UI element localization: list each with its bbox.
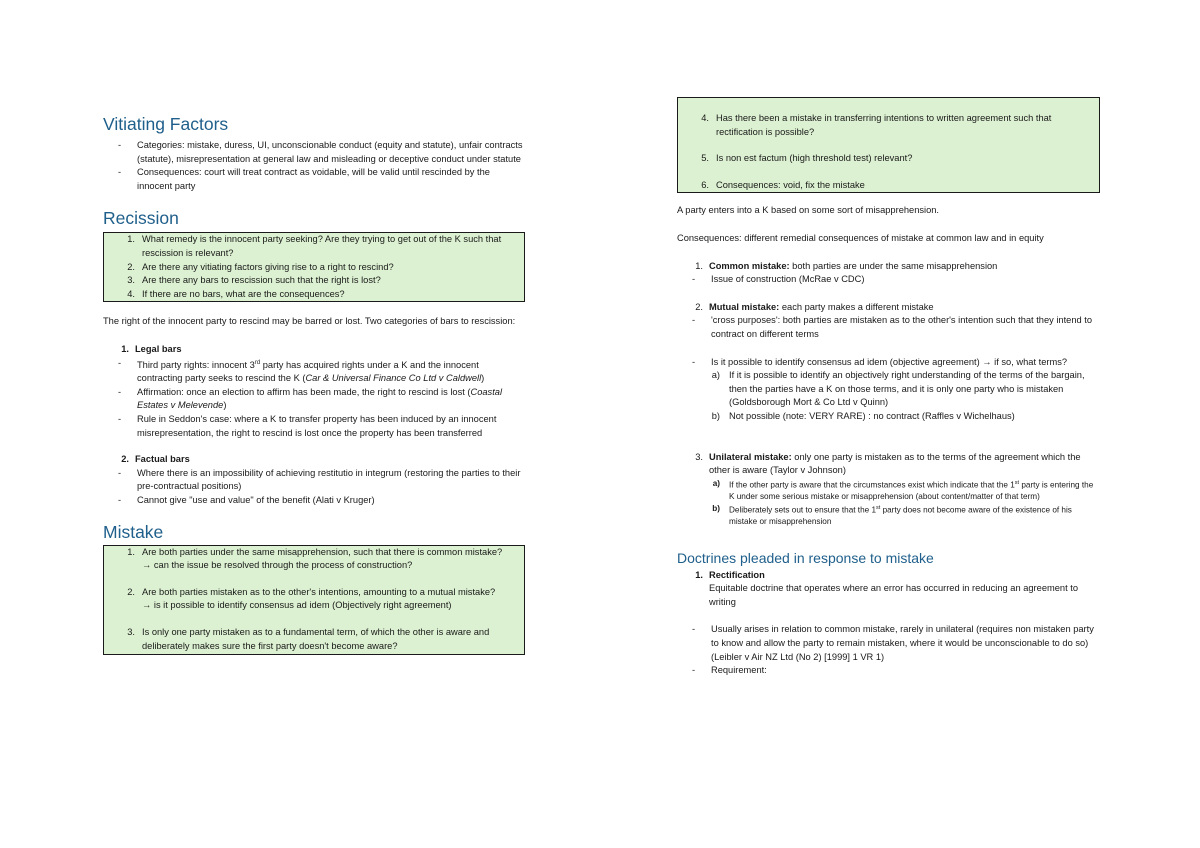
checklist-item: 1. What remedy is the innocent party seeking? Are they trying to get out of the K such that rescission is relevant? xyxy=(127,234,502,258)
list-item: - Cannot give "use and value" of the benefit (Alati v Kruger) xyxy=(118,494,375,505)
checklist-item: 2. Are there any vitiating factors giving rise to a right to rescind? xyxy=(127,261,394,272)
rectification-heading: 1. Rectification xyxy=(695,569,765,580)
list-item: - Usually arises in relation to common mistake, rarely in unilateral (requires non mistaken party to know and allow the party to remain mistaken, where it would be unconscionable to do so) (Leibler v Air NZ Ltd (No 2) [1999] 1 VR 1) xyxy=(692,624,1094,662)
list-item: - Requirement: xyxy=(692,665,767,676)
list-item: - Rule in Seddon's case: where a K to transfer property has been induced by an innocent misrepresentation, the right to rescind is lost once the property has been transferred xyxy=(118,414,497,438)
list-item: - Consequences: court will treat contract as voidable, will be valid until rescinded by the innocent party xyxy=(118,167,490,191)
factual-bars-heading: 2. Factual bars xyxy=(121,454,190,465)
left-column xyxy=(103,113,525,655)
checklist-item: 2. Are both parties mistaken as to the other's intentions, amounting to a mutual mistake? → is it possible to identify consensus ad idem (Objectively right agreement) xyxy=(127,586,496,611)
misapprehension-paragraph: A party enters into a K based on some sort of misapprehension. xyxy=(677,205,940,216)
checklist-item: 5. Is non est factum (high threshold test) relevant? xyxy=(701,153,913,164)
checklist-item: 3. Is only one party mistaken as to a fundamental term, of which the other is aware and deliberately makes sure the first party doesn't become aware? xyxy=(127,626,490,651)
recission-intro: The right of the innocent party to rescind may be barred or lost. Two categories of bars to rescission: xyxy=(103,316,516,327)
recission-checklist-box xyxy=(103,232,525,302)
recission-heading: Recission xyxy=(103,208,179,229)
unilateral-subpoint-b: b) Deliberately sets out to ensure that the 1st party does not become aware of the existence of his mistake or misapprehension xyxy=(712,503,1072,526)
right-column xyxy=(677,97,1100,678)
list-item: - Where there is an impossibility of achieving restitutio in integrum (restoring the parties to their pre-contractual positions) xyxy=(118,467,521,492)
checklist-item: 1. Are both parties under the same misapprehension, such that there is common mistake? → can the issue be resolved through the process of construction? xyxy=(127,546,503,571)
doctrines-heading: Doctrines pleaded in response to mistake xyxy=(677,549,934,566)
checklist-item: 4. If there are no bars, what are the consequences? xyxy=(127,288,345,299)
checklist-item: 3. Are there any bars to rescission such that the right is lost? xyxy=(127,275,381,286)
checklist-item: 4. Has there been a mistake in transferring intentions to written agreement such that rectification is possible? xyxy=(701,113,1052,137)
mistake-checklist-continued-box xyxy=(677,97,1100,193)
mistake-heading: Mistake xyxy=(103,521,164,542)
common-mistake-list xyxy=(677,273,1100,287)
list-item: - 'cross purposes': both parties are mistaken as to the other's intention such that they intend to contract on different terms xyxy=(692,315,1093,339)
legal-bars-heading: 1. Legal bars xyxy=(121,343,182,354)
factual-bars-list xyxy=(103,467,525,508)
mutual-subpoint-b: b) Not possible (note: VERY RARE) : no contract (Raffles v Wichelhaus) xyxy=(711,410,1015,421)
unilateral-subpoint-a: a) If the other party is aware that the circumstances exist which indicate that the 1st party is entering the K under some serious mistake or misapprehension (about content/matter of that term) xyxy=(712,478,1094,502)
rectification-list xyxy=(677,623,1100,677)
unilateral-mistake-heading: 3. Unilateral mistake: only one party is mistaken as to the terms of the agreement which the other is aware (Taylor v Johnson) xyxy=(695,451,1081,476)
mutual-mistake-list xyxy=(677,314,1100,369)
vitiating-list xyxy=(103,139,525,193)
legal-bars-list xyxy=(103,357,525,441)
vitiating-factors-heading: Vitiating Factors xyxy=(103,114,229,134)
common-mistake-heading: 1. Common mistake: both parties are under the same misapprehension xyxy=(695,260,998,271)
mutual-subpoint-a: a) If it is possible to identify an objectively right understanding of the terms of the bargain, then the parties have a K on those terms, and it is only one party who is mistaken (Goldsborough Mort & Co Ltd v Quinn) xyxy=(711,370,1085,408)
list-item: - Issue of construction (McRae v CDC) xyxy=(692,274,865,285)
mistake-checklist-box xyxy=(103,545,525,656)
list-item: - Is it possible to identify consensus ad idem (objective agreement) → if so, what terms? xyxy=(692,356,1068,367)
list-item: - Affirmation: once an election to affirm has been made, the right to rescind is lost (Coastal Estates v Melevende) xyxy=(118,386,503,411)
consequences-paragraph: Consequences: different remedial consequences of mistake at common law and in equity xyxy=(677,232,1044,243)
list-item: - Categories: mistake, duress, UI, unconscionable conduct (equity and statute), unfair contracts (statute), misrepresentation at general law and misleading or deceptive conduct under statute xyxy=(118,140,523,164)
list-item: - Third party rights: innocent 3rd party has acquired rights under a K and the innocent contracting party seeks to rescind the K (Car & Universal Finance Co Ltd v Caldwell) xyxy=(118,357,485,384)
checklist-item: 6. Consequences: void, fix the mistake xyxy=(701,179,865,190)
rectification-description: Equitable doctrine that operates where an error has occurred in reducing an agreement to writing xyxy=(709,583,1078,607)
mutual-mistake-heading: 2. Mutual mistake: each party makes a different mistake xyxy=(695,301,934,312)
